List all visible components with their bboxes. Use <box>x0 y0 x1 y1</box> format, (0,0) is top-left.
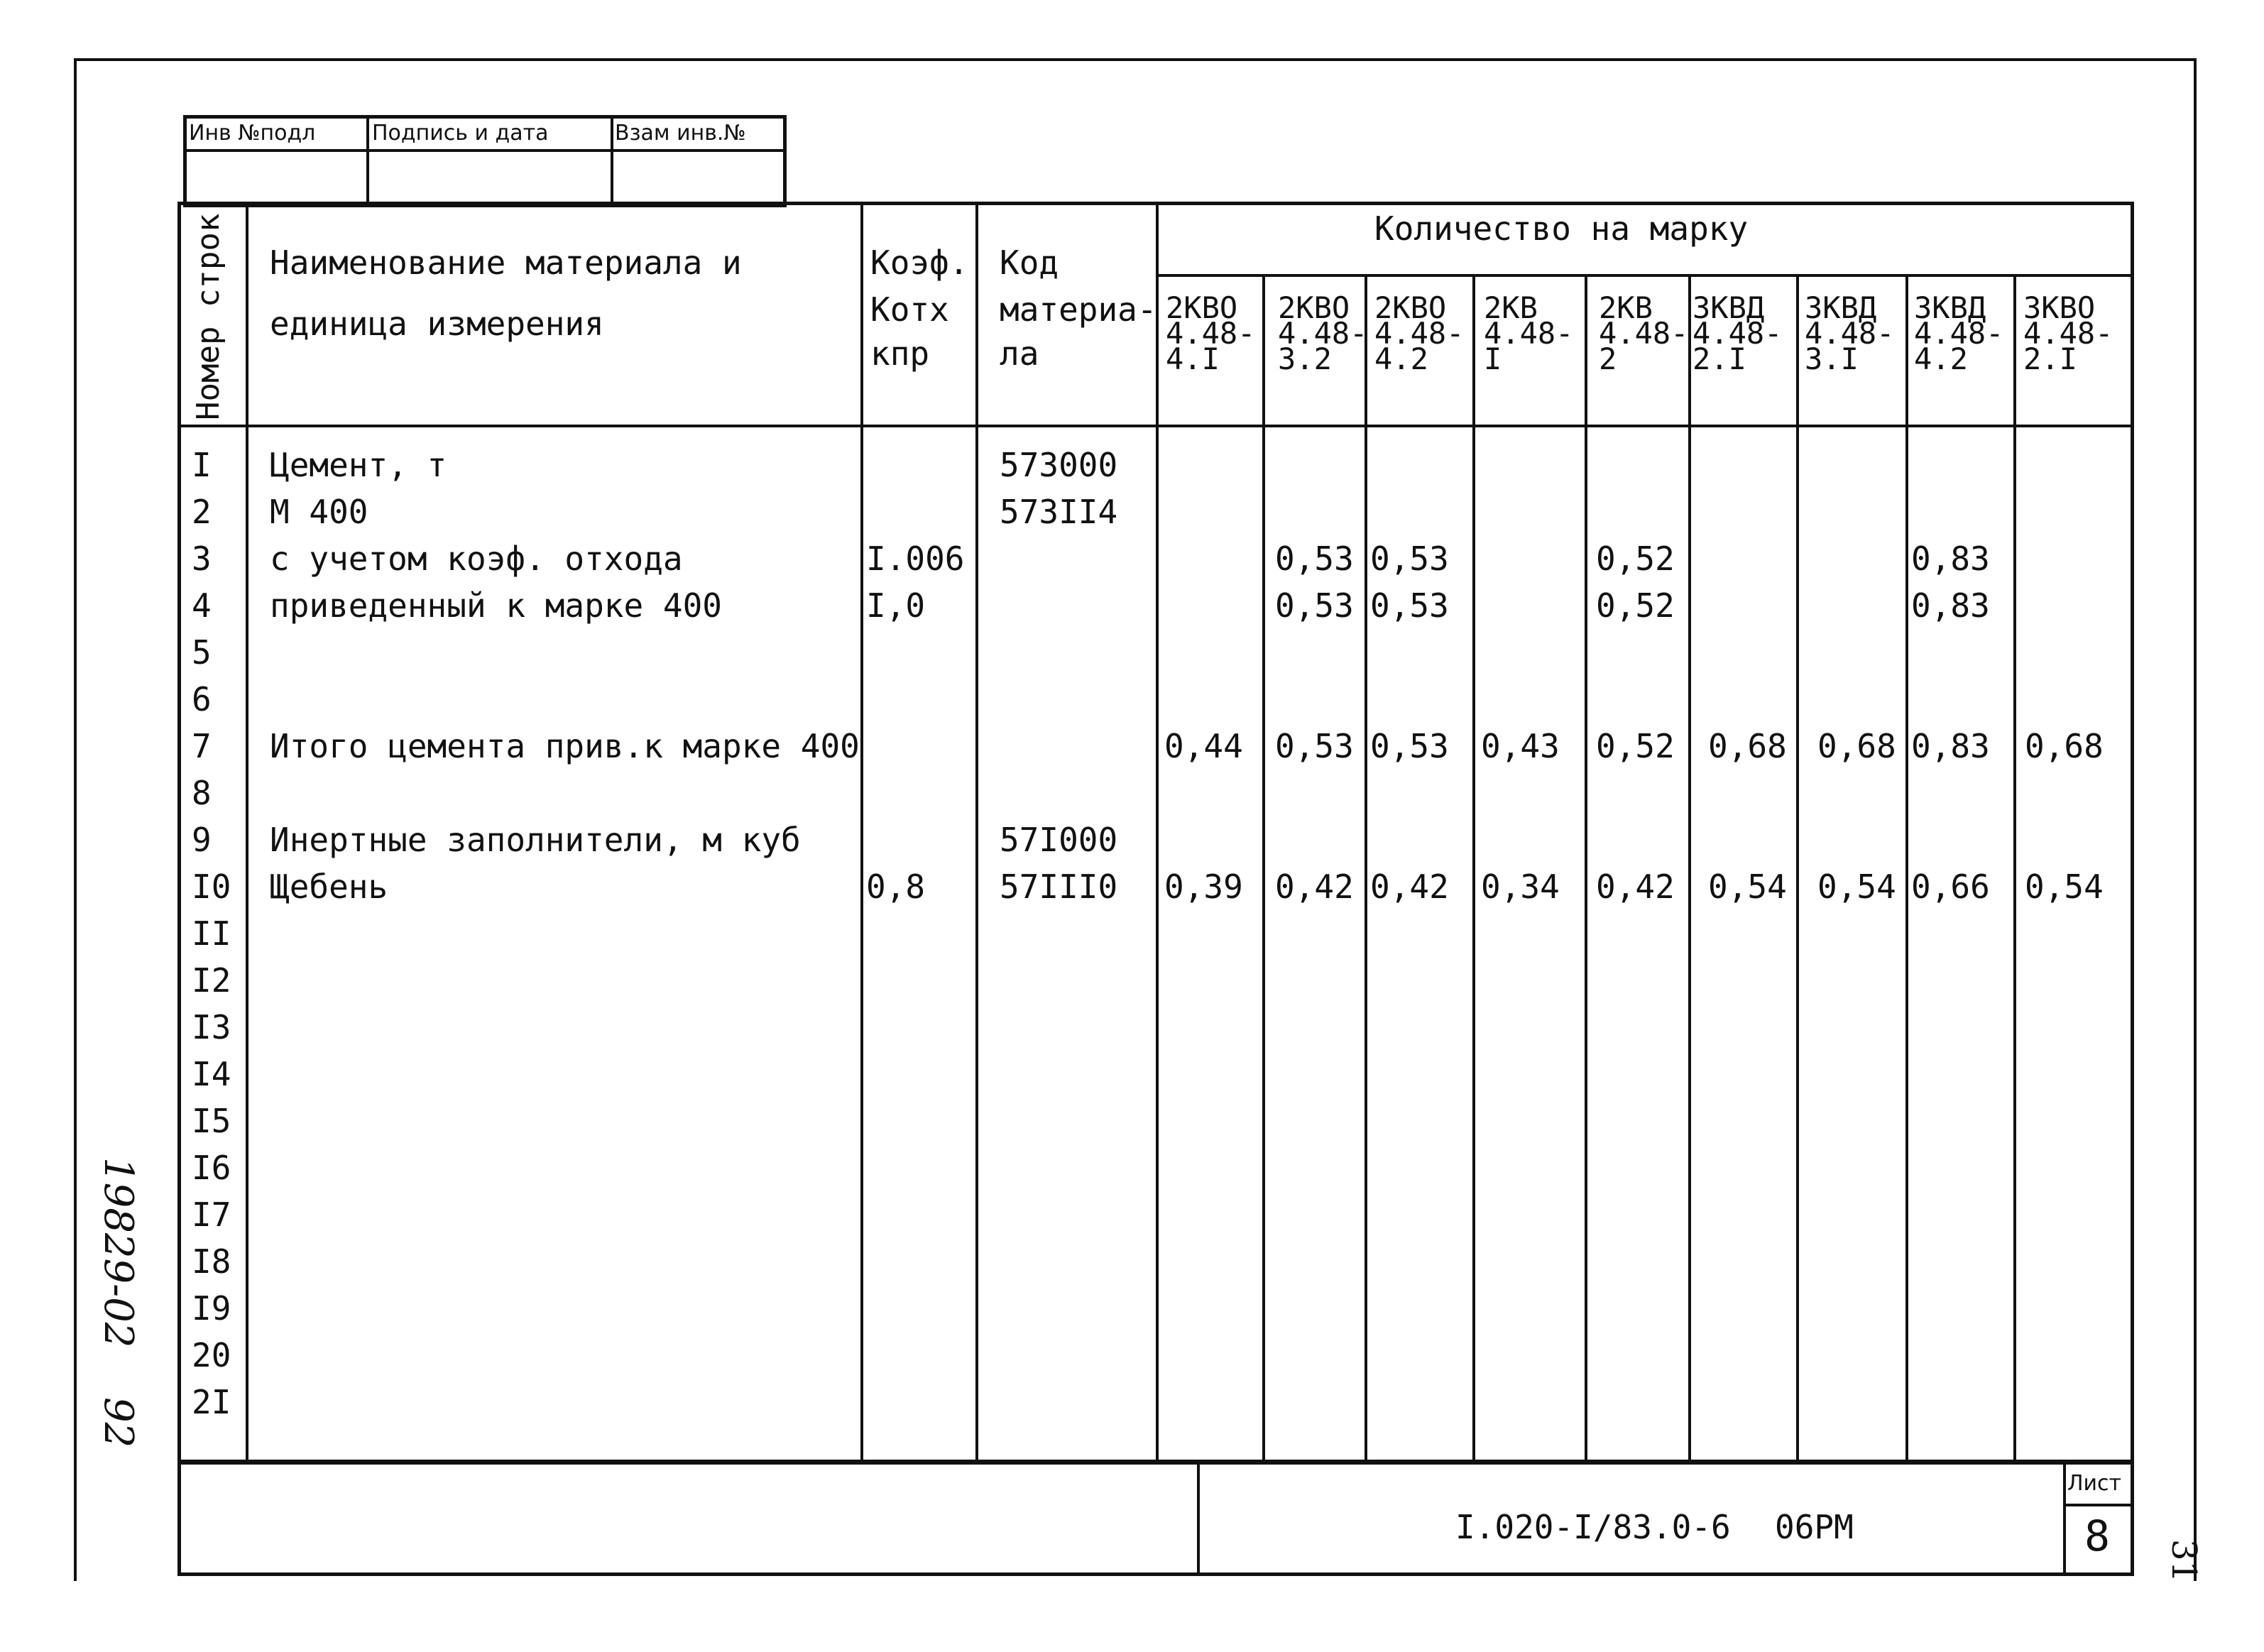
row-value-m5: 0,52 <box>1596 540 1675 578</box>
mark-header-6: 3КВД 4.48- 2.I <box>1692 290 1783 376</box>
col-sep-code <box>1156 202 1159 1463</box>
row-value-m5: 0,52 <box>1596 586 1675 625</box>
outer-frame-right <box>2194 58 2197 1581</box>
row-number-19: I9 <box>192 1289 231 1328</box>
mark-header-4: 2КВ 4.48- I <box>1484 290 1574 376</box>
row-number-17: I7 <box>192 1196 231 1234</box>
row-value-m2: 0,53 <box>1275 586 1354 625</box>
mark-header-8: 3КВД 4.48- 4.2 <box>1914 290 2004 376</box>
corner-number: 31 <box>2164 1539 2204 1583</box>
header-coef-line2: Котх <box>870 290 949 329</box>
col-sep-m5 <box>1688 274 1691 1463</box>
row-name: с учетом коэф. отхода <box>270 540 683 578</box>
row-number: I0 <box>192 868 231 906</box>
stamp-col-1 <box>366 115 369 207</box>
row-number: 3 <box>192 540 212 578</box>
row-code: 573II4 <box>1000 493 1118 531</box>
row-name: М 400 <box>270 493 368 531</box>
stamp-col-2 <box>611 115 613 207</box>
row-number-21: 2I <box>192 1383 231 1421</box>
stamp-sign-label: Подпись и дата <box>372 121 549 146</box>
row-number-18: I8 <box>192 1242 231 1281</box>
row-value-m2: 0,53 <box>1275 540 1354 578</box>
row-value-m3: 0,42 <box>1370 868 1449 906</box>
row-code: 57I000 <box>1000 821 1118 859</box>
row-value-m9: 0,68 <box>2025 727 2104 765</box>
mark-header-5: 2КВ 4.48- 2 <box>1599 290 1689 376</box>
outer-frame-left <box>74 58 77 1581</box>
col-sep-coef <box>975 202 978 1463</box>
stamp-divider <box>183 149 787 152</box>
row-number: 5 <box>192 633 212 672</box>
row-number: 6 <box>192 680 212 718</box>
stamp-inv-label: Инв №подл <box>189 121 316 146</box>
row-value-m4: 0,43 <box>1481 727 1560 765</box>
sheet-number: 8 <box>2084 1511 2111 1561</box>
document-code: I.020-I/83.0-6 <box>1455 1508 1731 1546</box>
row-value-m6: 0,54 <box>1708 868 1787 906</box>
row-name: приведенный к марке 400 <box>270 586 722 625</box>
col-sep-m1 <box>1262 274 1265 1463</box>
row-number: 4 <box>192 586 212 625</box>
row-value-m4: 0,34 <box>1481 868 1560 906</box>
title-block-divider <box>1197 1461 1200 1576</box>
row-number: 9 <box>192 821 212 859</box>
row-value-m9: 0,54 <box>2025 868 2104 906</box>
header-qty-title: Количество на марку <box>1374 209 1749 248</box>
col-sep-rownum <box>246 202 248 1463</box>
mark-header-7: 3КВД 4.48- 3.I <box>1805 290 1895 376</box>
col-sep-name <box>860 202 863 1463</box>
row-value-m2: 0,42 <box>1275 868 1354 906</box>
row-coef: I,0 <box>866 586 926 625</box>
row-value-m1: 0,44 <box>1164 727 1243 765</box>
row-value-m5: 0,42 <box>1596 868 1675 906</box>
document-type: 06РМ <box>1775 1508 1854 1546</box>
sheet-box-left <box>2063 1461 2066 1576</box>
col-sep-m8 <box>2013 274 2016 1463</box>
archive-number: 19829-02 <box>95 1157 141 1348</box>
outer-frame-top <box>74 58 2197 61</box>
qty-subheader-line <box>1156 274 2134 277</box>
row-number: I <box>192 446 212 484</box>
row-value-m8: 0,83 <box>1911 727 1990 765</box>
row-number-12: I2 <box>192 961 231 1000</box>
header-coef-line3: кпр <box>870 334 930 373</box>
col-sep-m4 <box>1585 274 1587 1463</box>
header-code-line1: Код <box>1000 244 1059 282</box>
row-number-11: II <box>192 914 231 953</box>
row-number-14: I4 <box>192 1055 231 1093</box>
sheet-box-divider <box>2063 1504 2134 1506</box>
archive-page-number: 92 <box>95 1397 141 1448</box>
row-value-m7: 0,54 <box>1817 868 1896 906</box>
header-code-line2: материа- <box>1000 290 1157 329</box>
row-name: Инертные заполнители, м куб <box>270 821 801 859</box>
mark-header-9: 3КВО 4.48- 2.I <box>2023 290 2113 376</box>
sheet-label: Лист <box>2067 1471 2122 1496</box>
col-sep-m6 <box>1796 274 1799 1463</box>
row-coef: 0,8 <box>866 868 926 906</box>
row-number-13: I3 <box>192 1008 231 1046</box>
header-coef-line1: Коэф. <box>870 244 969 282</box>
row-value-m8: 0,83 <box>1911 540 1990 578</box>
row-value-m8: 0,83 <box>1911 586 1990 625</box>
mark-header-3: 2КВО 4.48- 4.2 <box>1374 290 1465 376</box>
col-sep-m3 <box>1472 274 1475 1463</box>
row-code: 573000 <box>1000 446 1118 484</box>
row-number: 7 <box>192 727 212 765</box>
row-name: Щебень <box>270 868 388 906</box>
mark-header-2: 2КВО 4.48- 3.2 <box>1278 290 1368 376</box>
row-name: Цемент, т <box>270 446 447 484</box>
row-number-16: I6 <box>192 1149 231 1187</box>
row-number: 8 <box>192 774 212 812</box>
row-value-m8: 0,66 <box>1911 868 1990 906</box>
row-number-15: I5 <box>192 1102 231 1140</box>
row-value-m1: 0,39 <box>1164 868 1243 906</box>
header-name-line1: Наименование материала и <box>270 244 742 282</box>
col-sep-m7 <box>1905 274 1908 1463</box>
mark-header-1: 2КВО 4.48- 4.I <box>1166 290 1256 376</box>
row-value-m3: 0,53 <box>1370 727 1449 765</box>
col-sep-m2 <box>1365 274 1367 1463</box>
header-code-line3: ла <box>1000 334 1039 373</box>
row-name: Итого цемента прив.к марке 400 <box>270 727 860 765</box>
row-number: 2 <box>192 493 212 531</box>
row-value-m6: 0,68 <box>1708 727 1787 765</box>
row-value-m2: 0,53 <box>1275 727 1354 765</box>
row-value-m7: 0,68 <box>1817 727 1896 765</box>
row-code: 57III0 <box>1000 868 1118 906</box>
header-row-number: Номер строк <box>190 213 226 420</box>
header-name-line2: единица измерения <box>270 305 604 343</box>
row-value-m3: 0,53 <box>1370 540 1449 578</box>
stamp-replace-label: Взам инв.№ <box>615 121 746 146</box>
row-coef: I.006 <box>866 540 965 578</box>
row-value-m5: 0,52 <box>1596 727 1675 765</box>
row-value-m3: 0,53 <box>1370 586 1449 625</box>
row-number-20: 20 <box>192 1336 231 1374</box>
